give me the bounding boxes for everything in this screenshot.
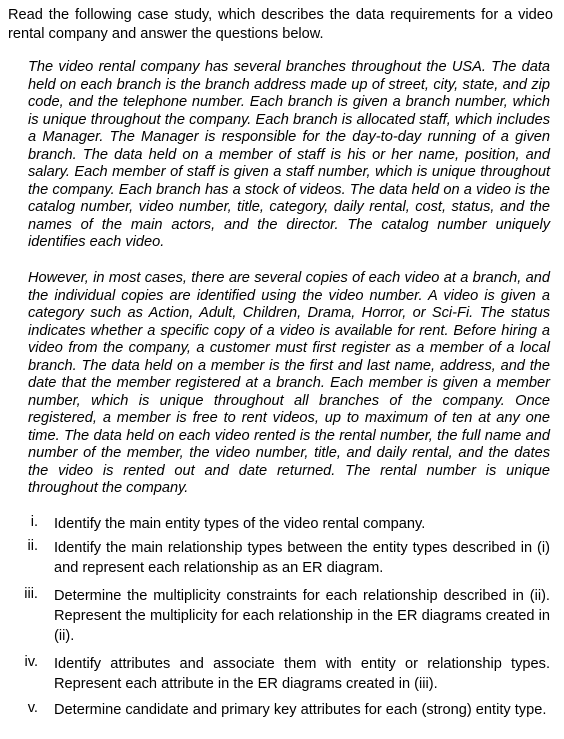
question-text: Identify attributes and associate them with entity or relationship types. Represent each attribute in the ER diagrams created in (iii). — [54, 656, 550, 692]
question-item — [0, 700, 564, 720]
case-study-paragraph-2: However, in most cases, there are several copies of each video at a branch, and the individual copies are identified using the video number. A video is given a category such as Action, Adult, Children, Drama, Horror, or Sci-Fi. The status indicates whether a specific copy of a video is available for rent. Before hiring a video from the company, a customer must first register as a member of a local branch. The data held on a member is the first and last name, address, and the date that the member registered at a branch. Each member is given a member number, which is unique throughout all branches of the company. Once registered, a member is free to rent videos, up to maximum of ten at any one time. The data held on each video rented is the rental number, the full name and number of the member, the video number, title, and daily rental, and the dates the video is rented out and date returned. The rental number is unique throughout the company. — [28, 270, 550, 496]
question-list — [0, 514, 564, 720]
question-text: Determine candidate and primary key attributes for each (strong) entity type. — [54, 702, 547, 718]
intro-text: Read the following case study, which describes the data requirements for a video rental company and answer the questions below. — [8, 7, 553, 42]
question-item — [0, 586, 564, 646]
question-text: Identify the main relationship types between the entity types described in (i) and represent each relationship as an ER diagram. — [54, 540, 550, 576]
question-item — [0, 538, 564, 578]
question-number: ii. — [27, 538, 38, 554]
question-item — [0, 514, 564, 534]
case-study-paragraph-1: The video rental company has several branches throughout the USA. The data held on each branch is the branch address made up of street, city, state, and zip code, and the telephone number. Each branch is given a branch number, which is unique throughout the company. Each branch is allocated staff, which includes a Manager. The Manager is responsible for the day-to-day running of a given branch. The data held on a member of staff is his or her name, position, and salary. Each member of staff is given a staff number, which is unique throughout the company. Each branch has a stock of videos. The data held on a video is the catalog number, video number, title, category, daily rental, cost, status, and the names of the main actors, and the director. The catalog number uniquely identifies each video. — [28, 59, 550, 250]
question-text: Determine the multiplicity constraints for each relationship described in (ii). Represent the multiplicity for each relationship in the ER diagrams created in (ii). — [54, 588, 550, 644]
question-number: iii. — [24, 586, 38, 602]
question-number: i. — [30, 514, 38, 530]
question-number: v. — [27, 700, 38, 716]
question-item — [0, 654, 564, 694]
question-text: Identify the main entity types of the video rental company. — [54, 516, 426, 532]
question-number: iv. — [24, 654, 38, 670]
